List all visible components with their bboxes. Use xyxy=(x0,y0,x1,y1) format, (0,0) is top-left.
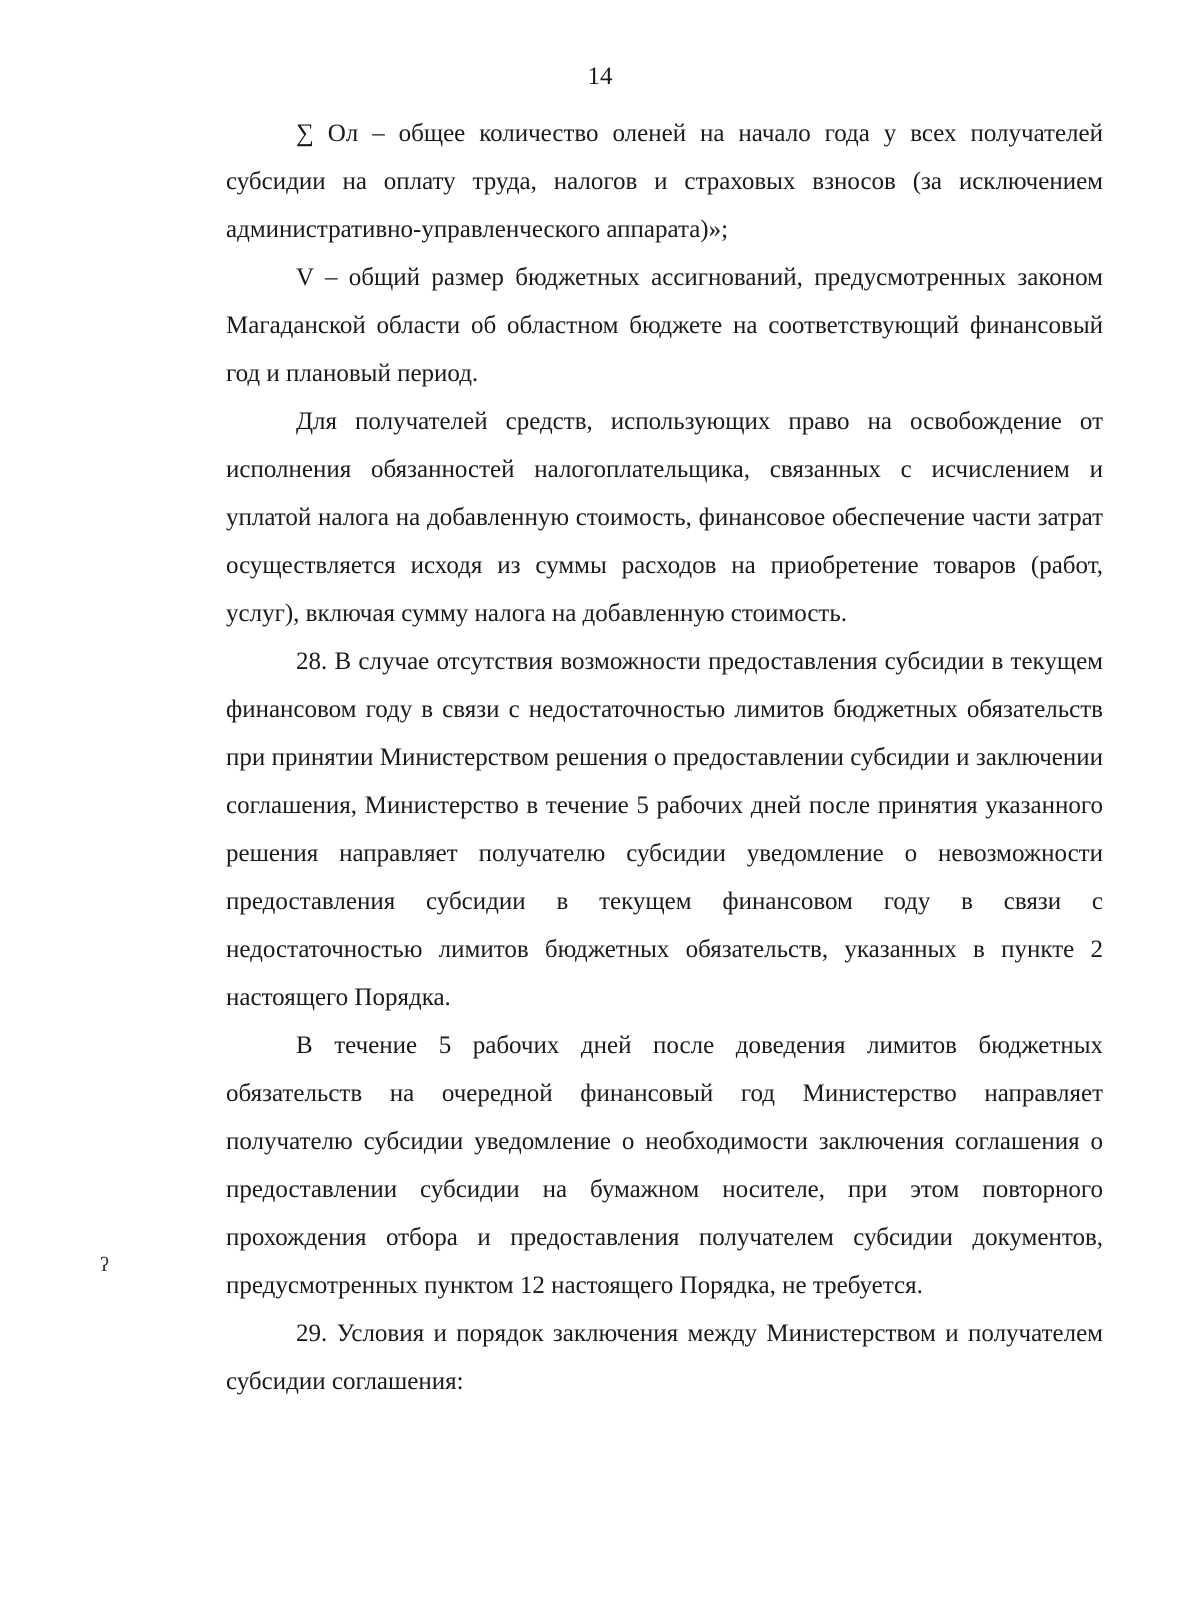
paragraph-vat-exemption: Для получателей средств, использующих право на освобождение от исполнения обязанностей налогоплательщика, связанных с исчислением и уплатой налога на добавленную стоимость, финансовое обеспечение части затрат осуществляется исходя из суммы расходов на приобретение товаров (работ, услуг), включая сумму налога на добавленную стоимость. xyxy=(226,408,1103,627)
document-body xyxy=(226,110,1103,1406)
page-number: 14 xyxy=(587,63,613,90)
paragraph-sum-definition: ∑ Ол – общее количество оленей на начало года у всех получателей субсидии на оплату труда, налогов и страховых взносов (за исключением административно-управленческого аппарата)»; xyxy=(226,120,1103,243)
paragraph-v-definition: V – общий размер бюджетных ассигнований, предусмотренных законом Магаданской области об областном бюджете на соответствующий финансовый год и плановый период. xyxy=(226,264,1103,387)
paragraph-item-28: 28. В случае отсутствия возможности предоставления субсидии в текущем финансовом году в связи с недостаточностью лимитов бюджетных обязательств при принятии Министерством решения о предоставлении субсидии и заключении соглашения, Министерство в течение 5 рабочих дней после принятия указанного решения направляет получателю субсидии уведомление о невозможности предоставления субсидии в текущем финансовом году в связи с недостаточностью лимитов бюджетных обязательств, указанных в пункте 2 настоящего Порядка. xyxy=(226,648,1103,1011)
paragraph-item-29: 29. Условия и порядок заключения между Министерством и получателем субсидии соглашения: xyxy=(226,1320,1103,1395)
scan-artifact: ʔ xyxy=(100,1254,109,1276)
paragraph-limits-notice: В течение 5 рабочих дней после доведения лимитов бюджетных обязательств на очередной финансовый год Министерство направляет получателю субсидии уведомление о необходимости заключения соглашения о предоставлении субсидии на бумажном носителе, при этом повторного прохождения отбора и предоставления получателем субсидии документов, предусмотренных пунктом 12 настоящего Порядка, не требуется. xyxy=(226,1032,1103,1299)
